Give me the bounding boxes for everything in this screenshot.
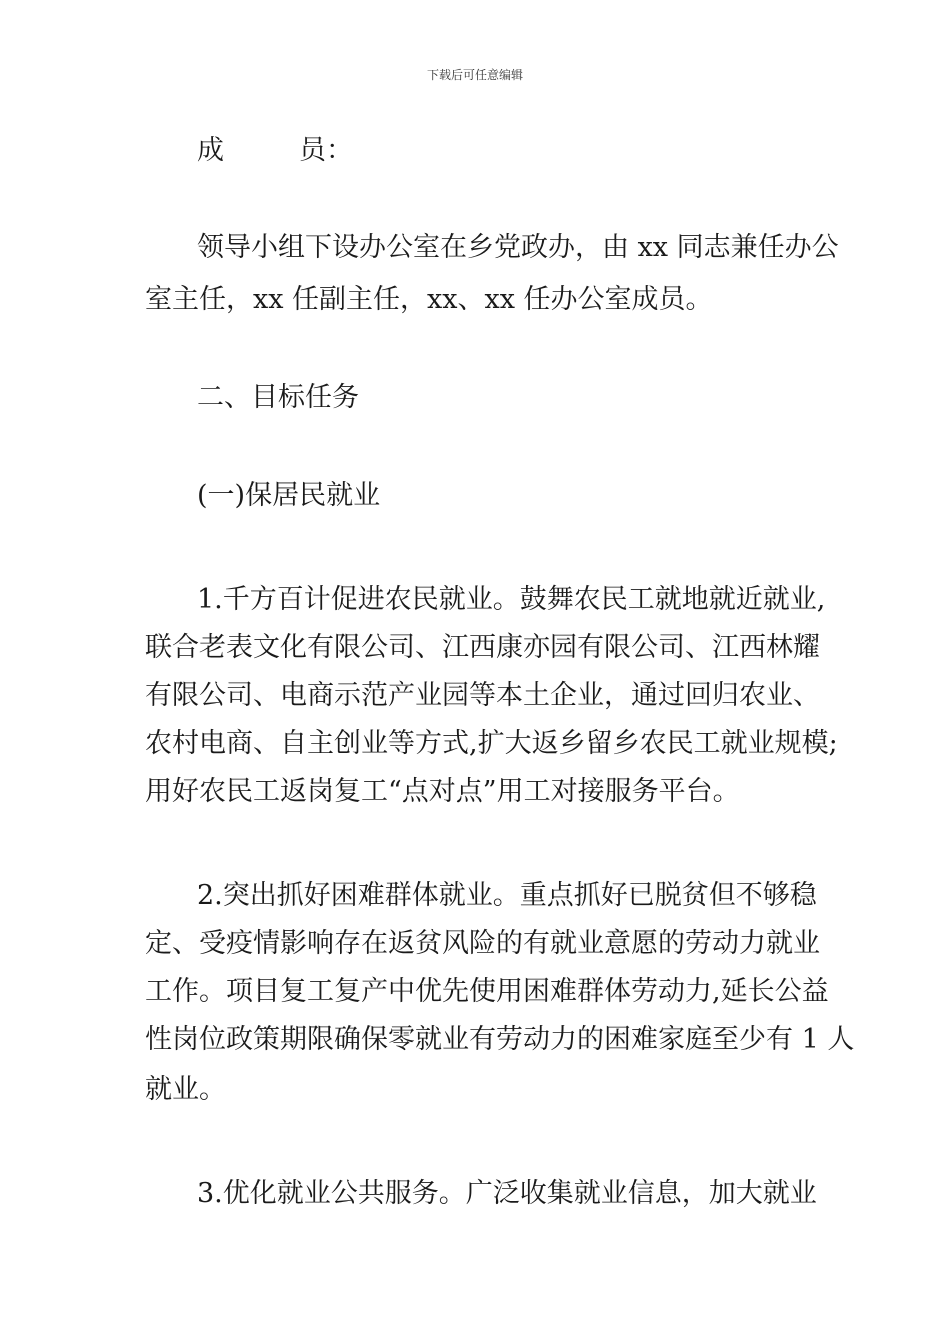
item1-line-5: 用好农民工返岗复工“点对点”用工对接服务平台。 — [145, 776, 740, 807]
item1-line-1: 1.千方百计促进农民就业。鼓舞农民工就地就近就业, — [197, 584, 826, 615]
item2-line-1: 2.突出抓好困难群体就业。重点抓好已脱贫但不够稳 — [197, 880, 817, 911]
subsection-heading: (一)保居民就业 — [197, 480, 381, 511]
item3-line-1: 3.优化就业公共服务。广泛收集就业信息，加大就业 — [197, 1178, 817, 1209]
members-label-b: 员： — [299, 135, 353, 166]
office-paragraph-line-1: 领导小组下设办公室在乡党政办，由 xx 同志兼任办公 — [197, 232, 839, 263]
item1-line-2: 联合老表文化有限公司、江西康亦园有限公司、江西林耀 — [145, 632, 820, 663]
page-header-note: 下载后可任意编辑 — [426, 68, 523, 82]
item2-line-4: 性岗位政策期限确保零就业有劳动力的困难家庭至少有 1 人 — [145, 1024, 855, 1055]
office-paragraph-line-2: 室主任，xx 任副主任，xx、xx 任办公室成员。 — [145, 284, 713, 315]
item1-line-4: 农村电商、自主创业等方式,扩大返乡留乡农民工就业规模; — [145, 728, 838, 759]
item2-line-3: 工作。项目复工复产中优先使用困难群体劳动力,延长公益 — [145, 976, 829, 1007]
members-line — [197, 133, 862, 169]
item2-line-2: 定、受疫情影响存在返贫风险的有就业意愿的劳动力就业 — [145, 928, 820, 959]
item2-line-5: 就业。 — [145, 1074, 226, 1105]
item1-line-3: 有限公司、电商示范产业园等本土企业，通过回归农业、 — [145, 680, 820, 711]
members-label-a: 成 — [197, 135, 224, 166]
section-heading: 二、目标任务 — [197, 382, 359, 413]
